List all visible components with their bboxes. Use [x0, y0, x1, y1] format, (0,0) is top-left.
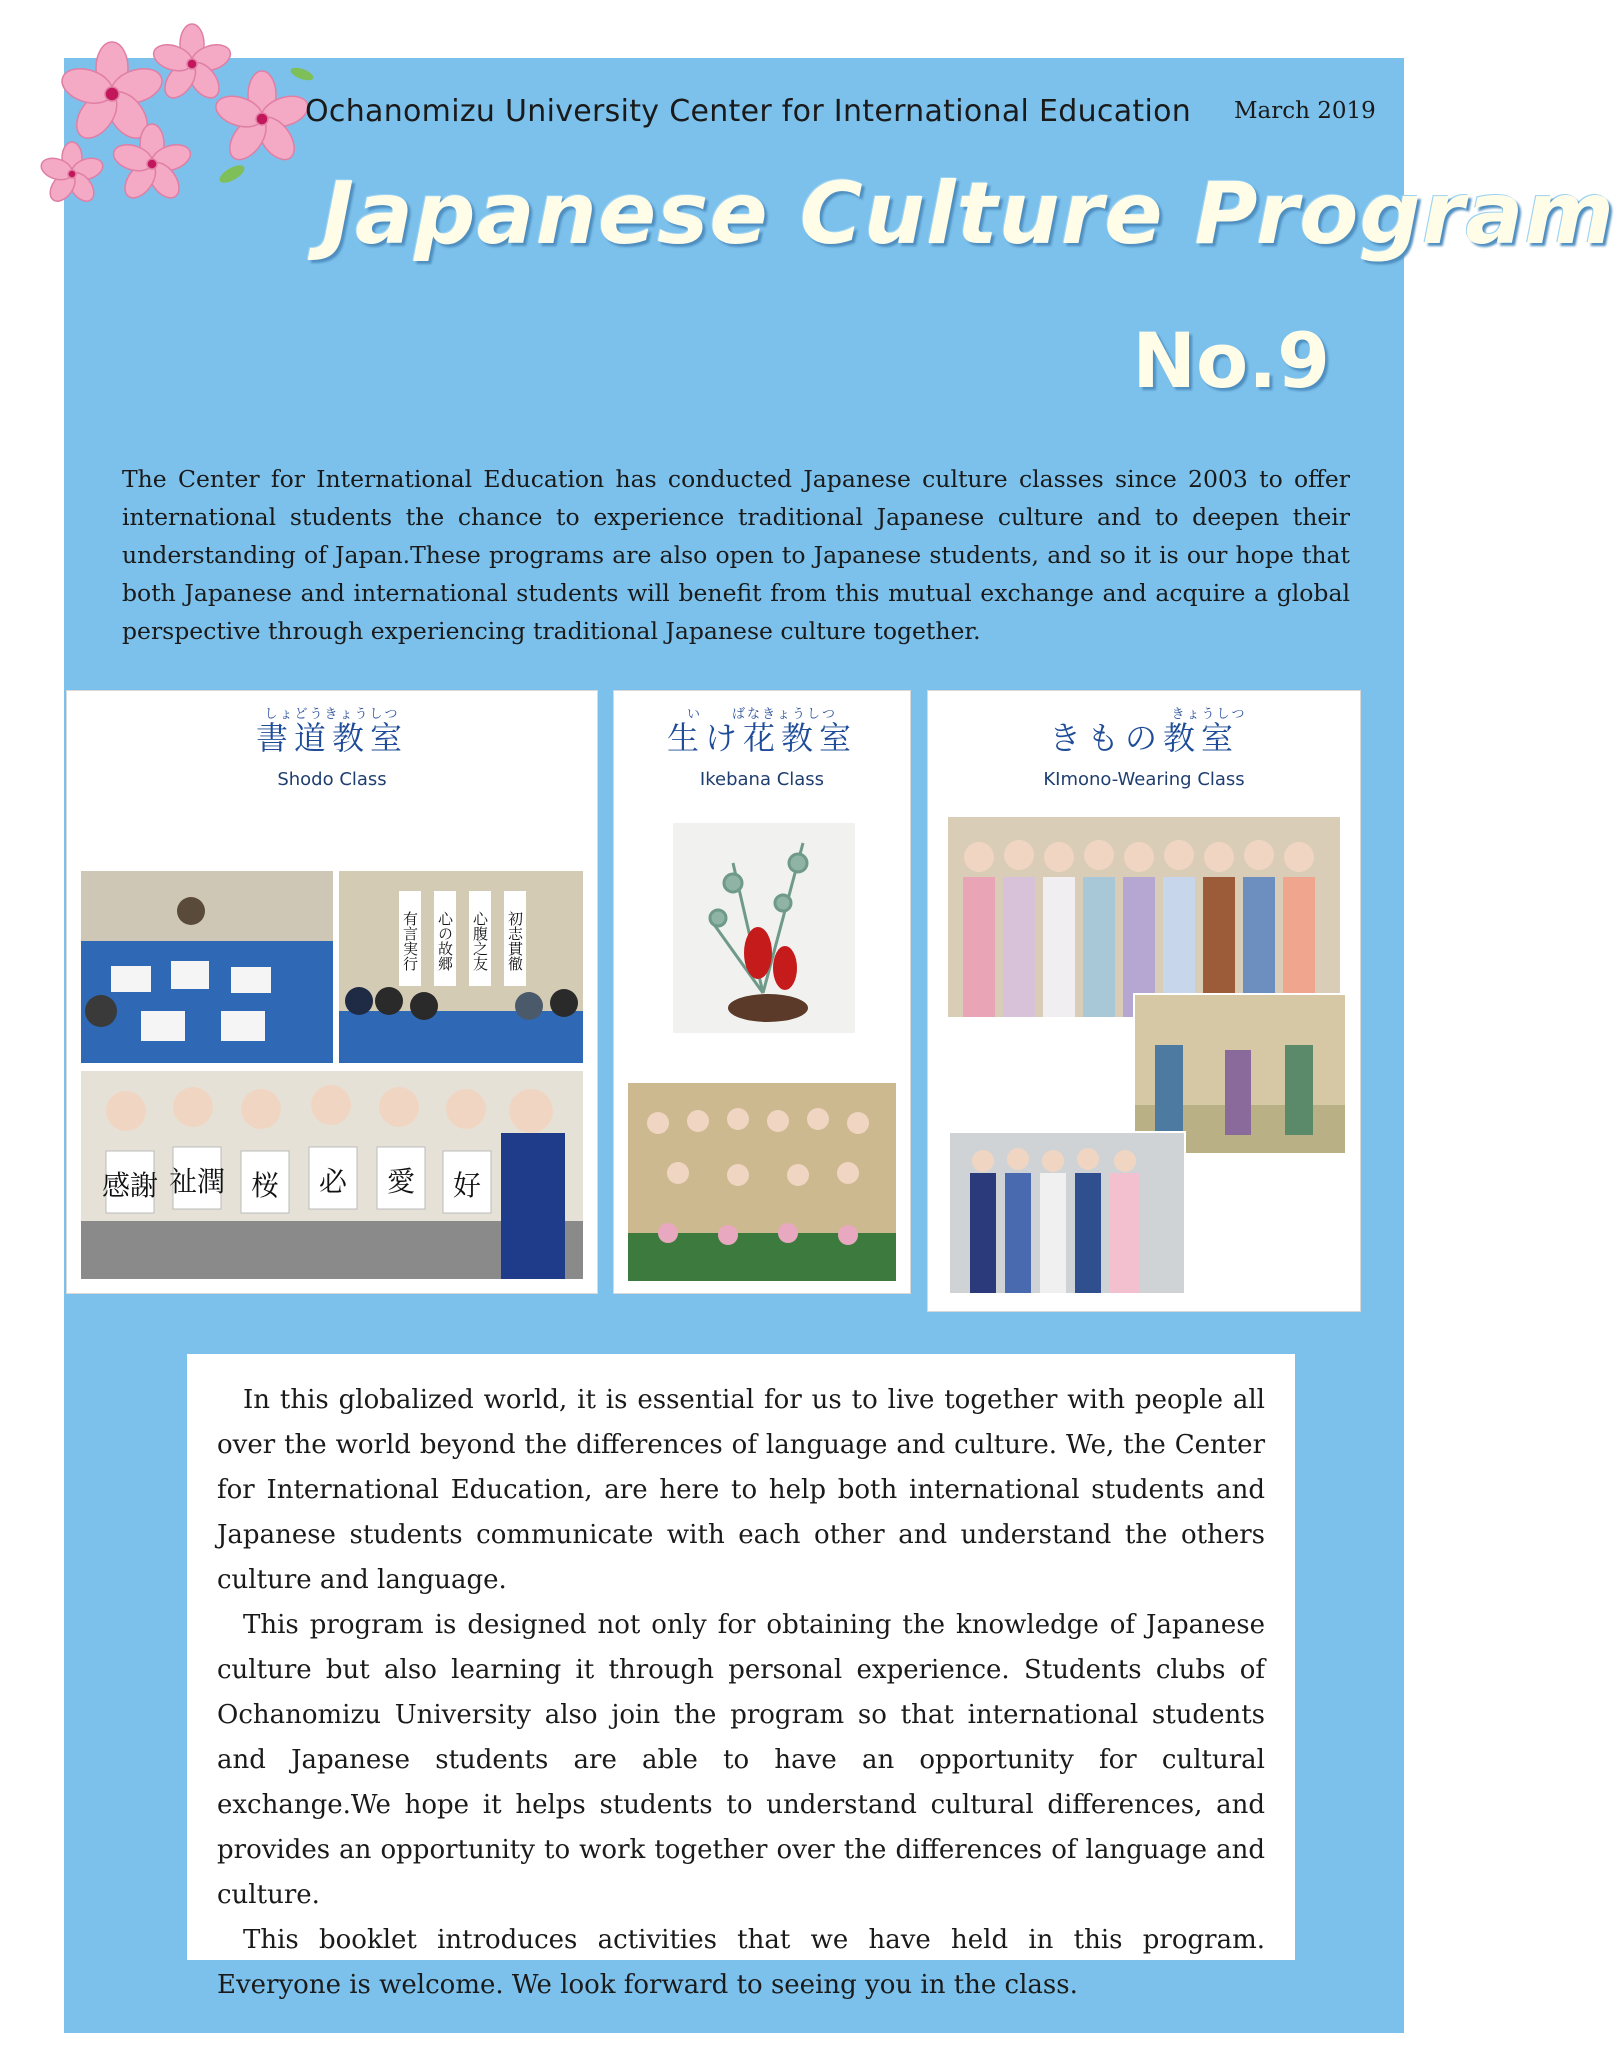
page-title: Japanese Culture Program — [322, 164, 1615, 264]
kimono-photo-yukata — [948, 1131, 1186, 1295]
kimono-ruby: きょうしつ — [1171, 707, 1247, 722]
issue-number: No.9 — [1132, 316, 1330, 405]
sheet-6-text: 好 — [452, 1169, 482, 1202]
ikebana-photo-arrangement — [673, 823, 855, 1033]
sheet-1-text: 感謝 — [101, 1169, 159, 1202]
kimono-card — [927, 690, 1361, 1312]
shodo-card — [66, 690, 598, 1294]
message-paragraph-2: This program is designed not only for obtaining the knowledge of Japanese culture but also learning it through personal experience. Students clubs of Ochanomizu University also join the program so that international students and Japanese students are able to have an opportunity for cultural exchange.We hope it helps students to understand cultural differences, and provides an opportunity to work together over the differences of language and culture. — [217, 1610, 1265, 1910]
sheet-5-text: 愛 — [386, 1165, 416, 1198]
ikebana-jp-title: 生け花教室 — [666, 719, 857, 757]
kimono-en-title: KImono-Wearing Class — [1043, 769, 1245, 790]
shodo-photo-group — [81, 1071, 583, 1279]
ikebana-card — [613, 690, 911, 1294]
cherry-blossom-icon — [32, 24, 332, 224]
message-box — [187, 1354, 1295, 2000]
intro-paragraph: The Center for International Education has conducted Japanese culture classes since 2003 to offer international students the chance to experience traditional Japanese culture and to deepen their understanding of Japan.These programs are also open to Japanese students, and so it is our hope that both Japanese and international students will benefit from this mutual exchange and acquire a global perspective through experiencing traditional Japanese culture together. — [122, 465, 1350, 645]
ikebana-en-title: Ikebana Class — [699, 769, 825, 790]
page — [22, 14, 1615, 2034]
kimono-photo-group — [948, 817, 1340, 1017]
message-paragraph-3: This booklet introduces activities that we have held in this program. Everyone is welcome. We look forward to seeing you in the class. — [217, 1925, 1265, 2000]
shodo-jp-title: 書道教室 — [255, 719, 408, 757]
organization-name: Ochanomizu University Center for International Education — [305, 94, 1192, 129]
issue-date: March 2019 — [1234, 98, 1376, 124]
banner-1-text: 有言実行 — [401, 911, 419, 971]
shodo-ruby: しょどうきょうしつ — [264, 707, 400, 722]
shodo-photo-banners — [339, 871, 583, 1063]
banner-2-text: 心の故郷 — [436, 911, 454, 971]
shodo-card-header — [67, 703, 597, 790]
ikebana-ruby: い ばなきょうしつ — [686, 707, 837, 722]
banner-4-text: 初志貫徹 — [506, 911, 524, 971]
sheet-2-text: 祉潤 — [168, 1165, 226, 1198]
kimono-jp-title: きもの教室 — [1048, 719, 1239, 757]
sheet-3-text: 桜 — [250, 1169, 280, 1202]
banner-3-text: 心腹之友 — [471, 911, 489, 971]
ikebana-card-header — [614, 703, 910, 790]
shodo-en-title: Shodo Class — [277, 769, 387, 790]
kimono-card-header — [928, 703, 1360, 790]
message-paragraph-1: In this globalized world, it is essential for us to live together with people all over the world beyond the differences of language and culture. We, the Center for International Education, are here to help both international students and Japanese students communicate with each other and understand the others culture and language. — [217, 1385, 1265, 1595]
ikebana-photo-group — [628, 1083, 896, 1281]
sheet-4-text: 必 — [318, 1165, 348, 1198]
shodo-photo-tables — [81, 871, 333, 1063]
